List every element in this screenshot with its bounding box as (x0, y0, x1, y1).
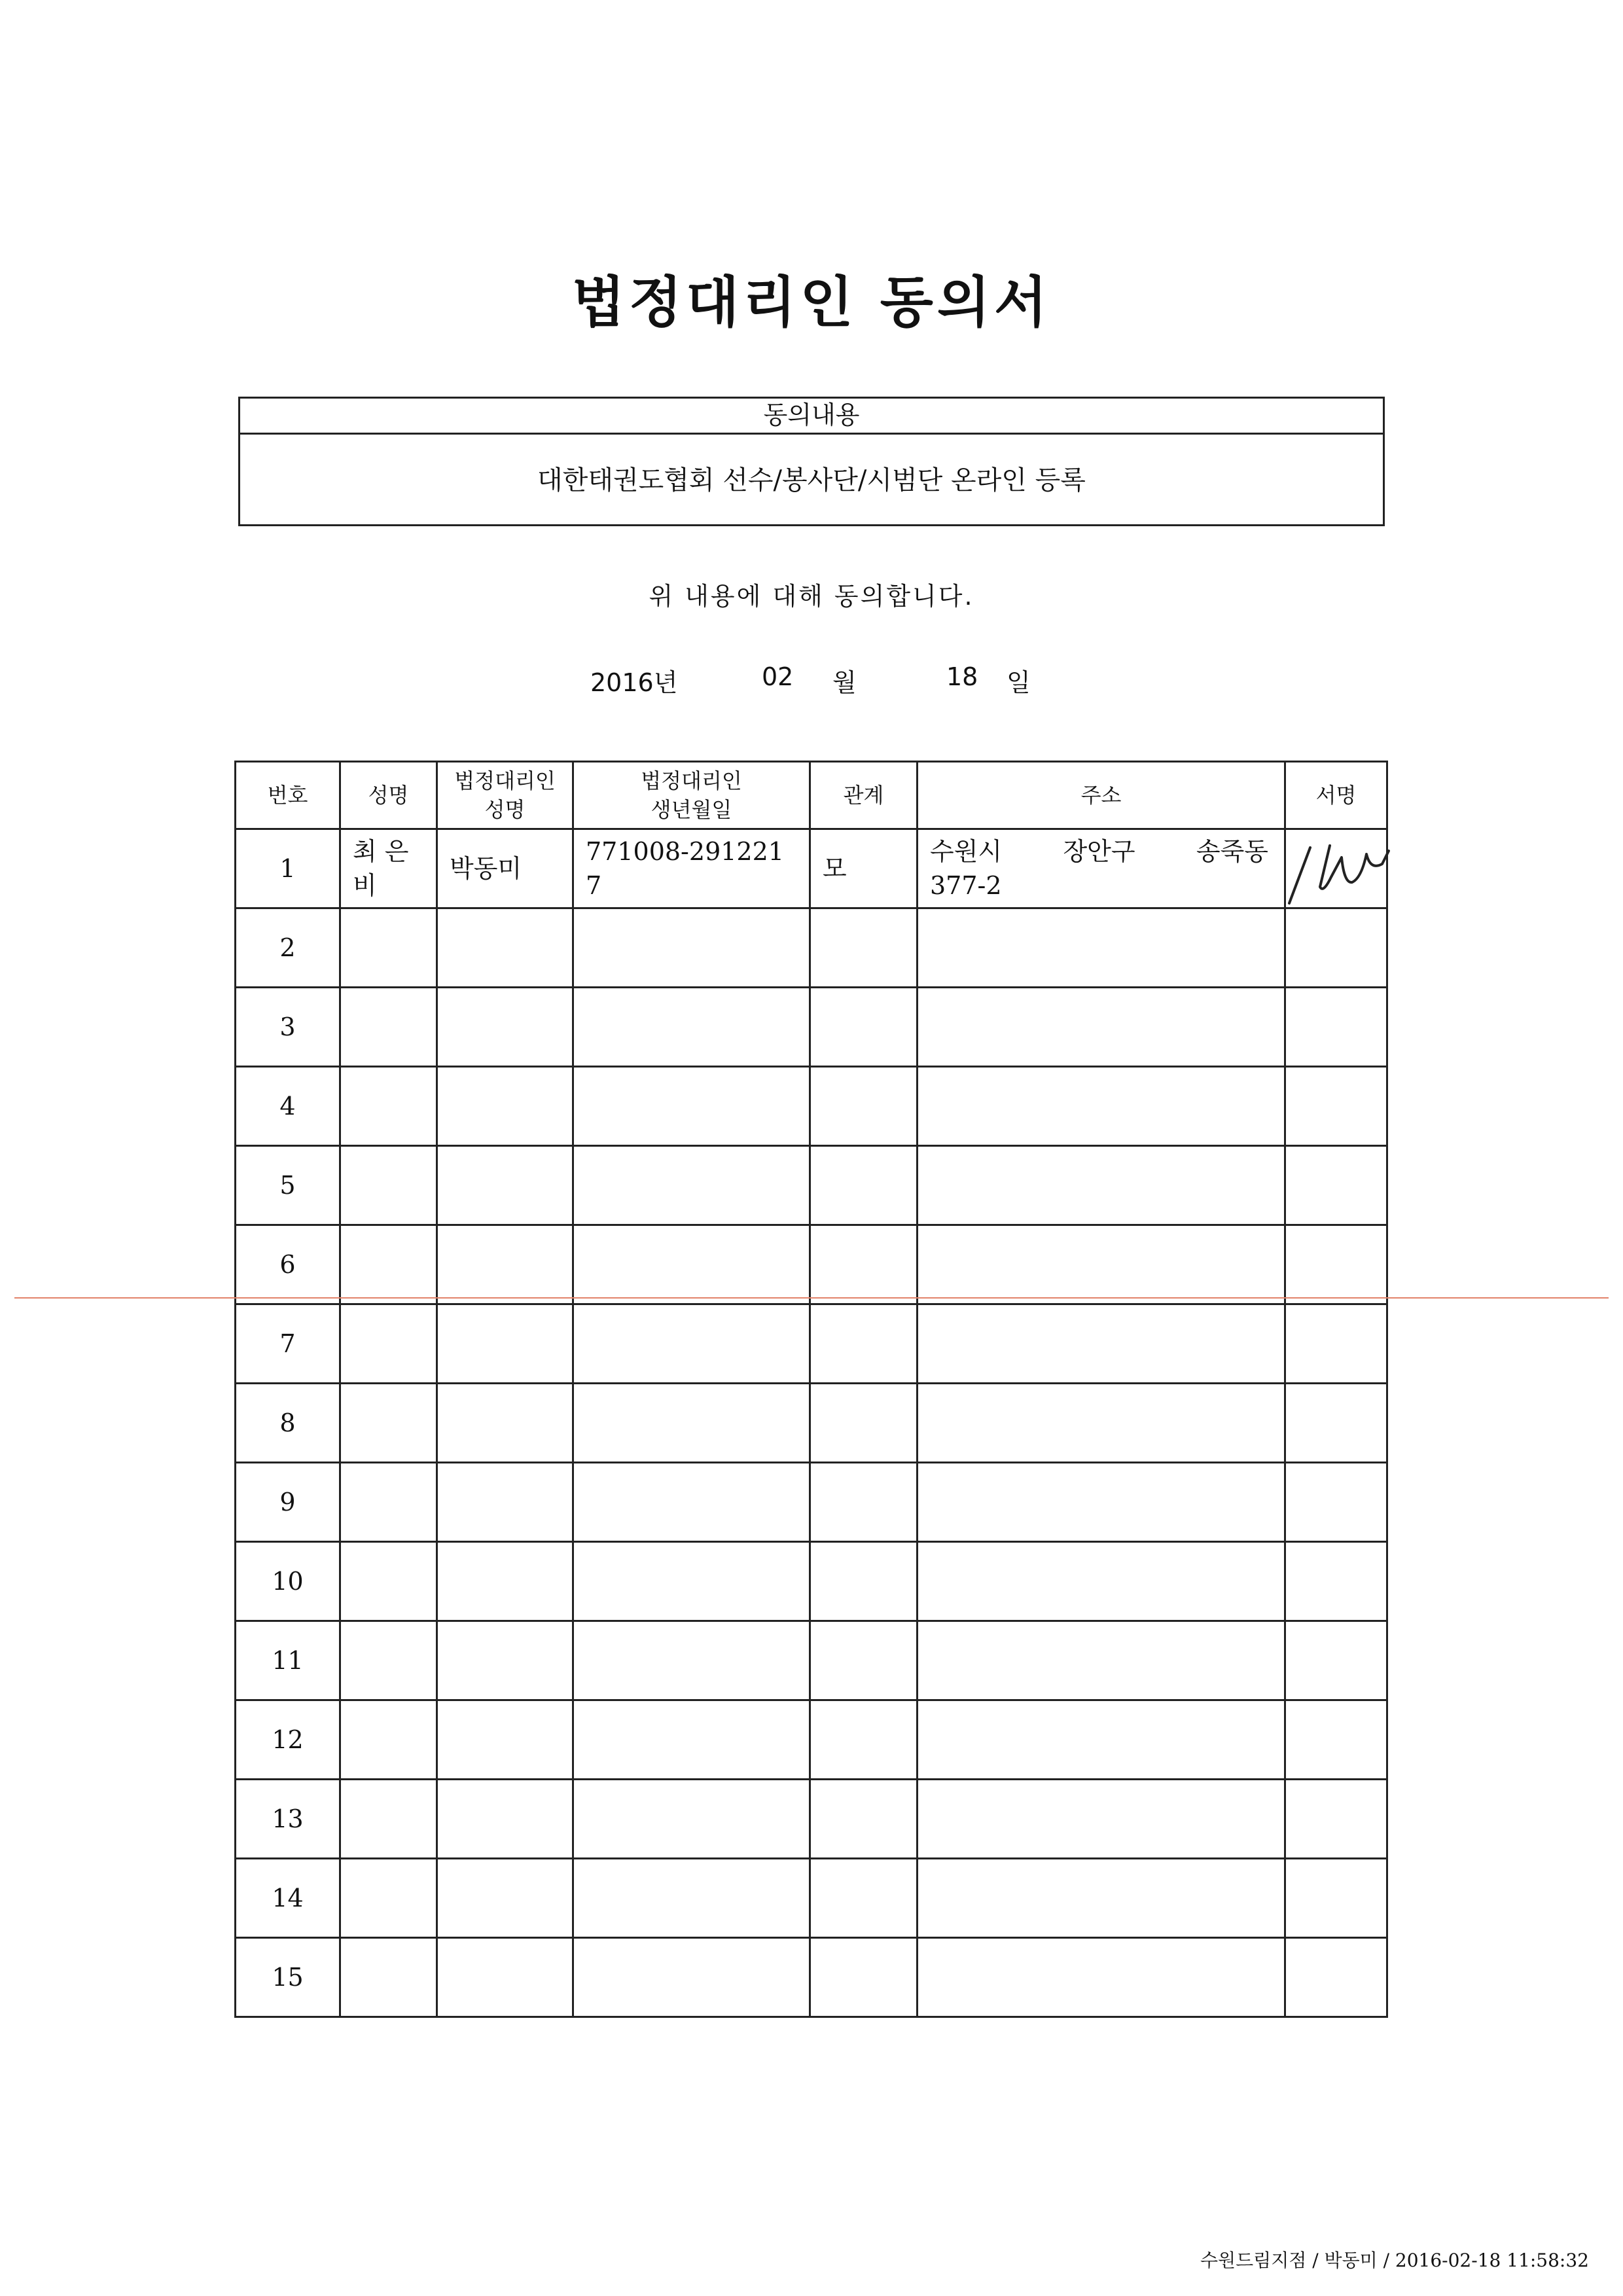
row-guardian-name (437, 1938, 573, 2017)
row-no: 14 (236, 1859, 340, 1938)
row-relation (810, 1621, 918, 1700)
row-relation (810, 1859, 918, 1938)
row-guardian-name (437, 1146, 573, 1225)
table-row (236, 1067, 1387, 1146)
row-name (340, 1542, 437, 1621)
agreement-text: 위 내용에 대해 동의합니다. (649, 582, 974, 611)
row-signature (1285, 1780, 1387, 1859)
row-birth-line1: 771008-291221 (586, 837, 784, 866)
row-signature (1285, 1621, 1387, 1700)
row-name (340, 1859, 437, 1938)
row-signature (1285, 1384, 1387, 1463)
row-no: 10 (236, 1542, 340, 1621)
row-guardian-name (437, 1463, 573, 1542)
row-guardian-birth (573, 1938, 810, 2017)
handwritten-signature (1284, 831, 1395, 910)
row-no: 3 (236, 988, 340, 1067)
row-name (340, 829, 437, 908)
header-guardian-name (437, 762, 573, 829)
row-no: 15 (236, 1938, 340, 2017)
row-guardian-name (437, 1384, 573, 1463)
row-guardian-birth (573, 1384, 810, 1463)
row-address (918, 829, 1285, 908)
row-guardian-birth (573, 1859, 810, 1938)
row-relation (810, 1304, 918, 1384)
row-name-line1: 최 은 (353, 837, 409, 866)
row-signature (1285, 908, 1387, 988)
table-row (236, 1621, 1387, 1700)
row-guardian-name (437, 1225, 573, 1304)
row-signature (1285, 1700, 1387, 1780)
row-guardian-name (437, 988, 573, 1067)
row-address (918, 1384, 1285, 1463)
header-name: 성명 (340, 762, 437, 829)
table-row (236, 908, 1387, 988)
row-signature (1285, 1304, 1387, 1384)
row-name (340, 1146, 437, 1225)
row-name-line2: 비 (353, 871, 377, 900)
row-address (918, 988, 1285, 1067)
consent-header: 동의내용 (240, 399, 1383, 435)
row-guardian-name (437, 1780, 573, 1859)
table-row (236, 1859, 1387, 1938)
row-address (918, 1463, 1285, 1542)
address-district: 장안구 (1063, 837, 1135, 866)
row-signature (1285, 1463, 1387, 1542)
header-guardian-birth (573, 762, 810, 829)
row-guardian-birth (573, 1225, 810, 1304)
row-address (918, 908, 1285, 988)
row-guardian-birth (573, 1304, 810, 1384)
row-no: 9 (236, 1463, 340, 1542)
row-relation (810, 1067, 918, 1146)
row-name (340, 1621, 437, 1700)
row-name (340, 1067, 437, 1146)
row-guardian-name (437, 1542, 573, 1621)
row-address (918, 1859, 1285, 1938)
header-guardian-birth-line2: 생년월일 (651, 797, 732, 822)
scan-artifact-line (14, 1297, 1609, 1299)
guardian-table (234, 761, 1388, 2018)
row-guardian-birth (573, 1780, 810, 1859)
table-header-row (236, 762, 1387, 829)
row-name (340, 1225, 437, 1304)
row-signature (1285, 1225, 1387, 1304)
date-month-unit: 월 (832, 668, 857, 697)
row-address (918, 1542, 1285, 1621)
table-row (236, 1700, 1387, 1780)
row-address (918, 1938, 1285, 2017)
row-relation (810, 1463, 918, 1542)
row-address (918, 1225, 1285, 1304)
row-guardian-birth (573, 988, 810, 1067)
row-guardian-name (437, 1621, 573, 1700)
row-relation (810, 1542, 918, 1621)
row-signature (1285, 1542, 1387, 1621)
row-guardian-name (437, 1859, 573, 1938)
row-address-line2: 377-2 (930, 871, 1002, 900)
row-relation (810, 1780, 918, 1859)
row-guardian-birth (573, 1067, 810, 1146)
row-relation (810, 1938, 918, 2017)
row-guardian-name: 박동미 (437, 829, 573, 908)
table-row (236, 1938, 1387, 2017)
row-relation (810, 1700, 918, 1780)
table-row (236, 1146, 1387, 1225)
row-guardian-birth (573, 1542, 810, 1621)
row-relation (810, 1225, 918, 1304)
row-guardian-name (437, 1067, 573, 1146)
table-row (236, 1780, 1387, 1859)
row-name (340, 1304, 437, 1384)
row-relation: 모 (810, 829, 918, 908)
row-relation (810, 1384, 918, 1463)
row-no: 2 (236, 908, 340, 988)
row-guardian-birth (573, 829, 810, 908)
row-address (918, 1304, 1285, 1384)
row-address-line1 (930, 834, 1284, 869)
row-address (918, 1780, 1285, 1859)
row-guardian-name (437, 908, 573, 988)
row-no: 8 (236, 1384, 340, 1463)
consent-box (238, 397, 1385, 526)
row-guardian-name (437, 1700, 573, 1780)
row-no: 5 (236, 1146, 340, 1225)
row-name (340, 1700, 437, 1780)
row-name (340, 1384, 437, 1463)
date-month: 02 (762, 662, 794, 691)
row-guardian-birth (573, 1700, 810, 1780)
row-signature (1285, 1859, 1387, 1938)
footer-stamp: 수원드림지점 / 박동미 / 2016-02-18 11:58:32 (1200, 2250, 1589, 2271)
row-signature (1285, 988, 1387, 1067)
row-name (340, 988, 437, 1067)
header-guardian-name-line2: 성명 (484, 797, 526, 822)
consent-body: 대한태권도협회 선수/봉사단/시범단 온라인 등록 (537, 465, 1086, 495)
row-address (918, 1067, 1285, 1146)
row-no: 4 (236, 1067, 340, 1146)
row-guardian-birth (573, 1621, 810, 1700)
row-signature (1285, 1146, 1387, 1225)
table-row (236, 1225, 1387, 1304)
row-relation (810, 1146, 918, 1225)
header-signature: 서명 (1285, 762, 1387, 829)
header-address: 주소 (918, 762, 1285, 829)
date-year: 2016년 (590, 668, 678, 697)
address-dong: 송죽동 (1196, 837, 1268, 866)
row-name (340, 1463, 437, 1542)
table-row (236, 1304, 1387, 1384)
row-signature (1285, 1938, 1387, 2017)
row-name (340, 1938, 437, 2017)
header-guardian-name-line1: 법정대리인 (454, 768, 556, 793)
row-no: 13 (236, 1780, 340, 1859)
row-birth-line2: 7 (586, 871, 602, 900)
row-no: 1 (236, 829, 340, 908)
header-relation: 관계 (810, 762, 918, 829)
document-title: 법정대리인 동의서 (571, 270, 1052, 334)
row-address (918, 1146, 1285, 1225)
row-address (918, 1700, 1285, 1780)
row-guardian-birth (573, 1463, 810, 1542)
table-row (236, 1542, 1387, 1621)
table-row (236, 988, 1387, 1067)
row-name (340, 1780, 437, 1859)
table-row (236, 1384, 1387, 1463)
table-row (236, 829, 1387, 908)
row-guardian-birth (573, 908, 810, 988)
table-row (236, 1463, 1387, 1542)
row-no: 11 (236, 1621, 340, 1700)
header-no: 번호 (236, 762, 340, 829)
row-relation (810, 988, 918, 1067)
row-relation (810, 908, 918, 988)
date-day: 18 (946, 662, 978, 691)
row-address (918, 1621, 1285, 1700)
date-day-unit: 일 (1007, 668, 1031, 697)
header-guardian-birth-line1: 법정대리인 (641, 768, 742, 793)
row-no: 12 (236, 1700, 340, 1780)
row-signature (1285, 1067, 1387, 1146)
row-no: 7 (236, 1304, 340, 1384)
row-name (340, 908, 437, 988)
row-guardian-birth (573, 1146, 810, 1225)
address-city: 수원시 (930, 837, 1003, 866)
row-guardian-name (437, 1304, 573, 1384)
row-no: 6 (236, 1225, 340, 1304)
